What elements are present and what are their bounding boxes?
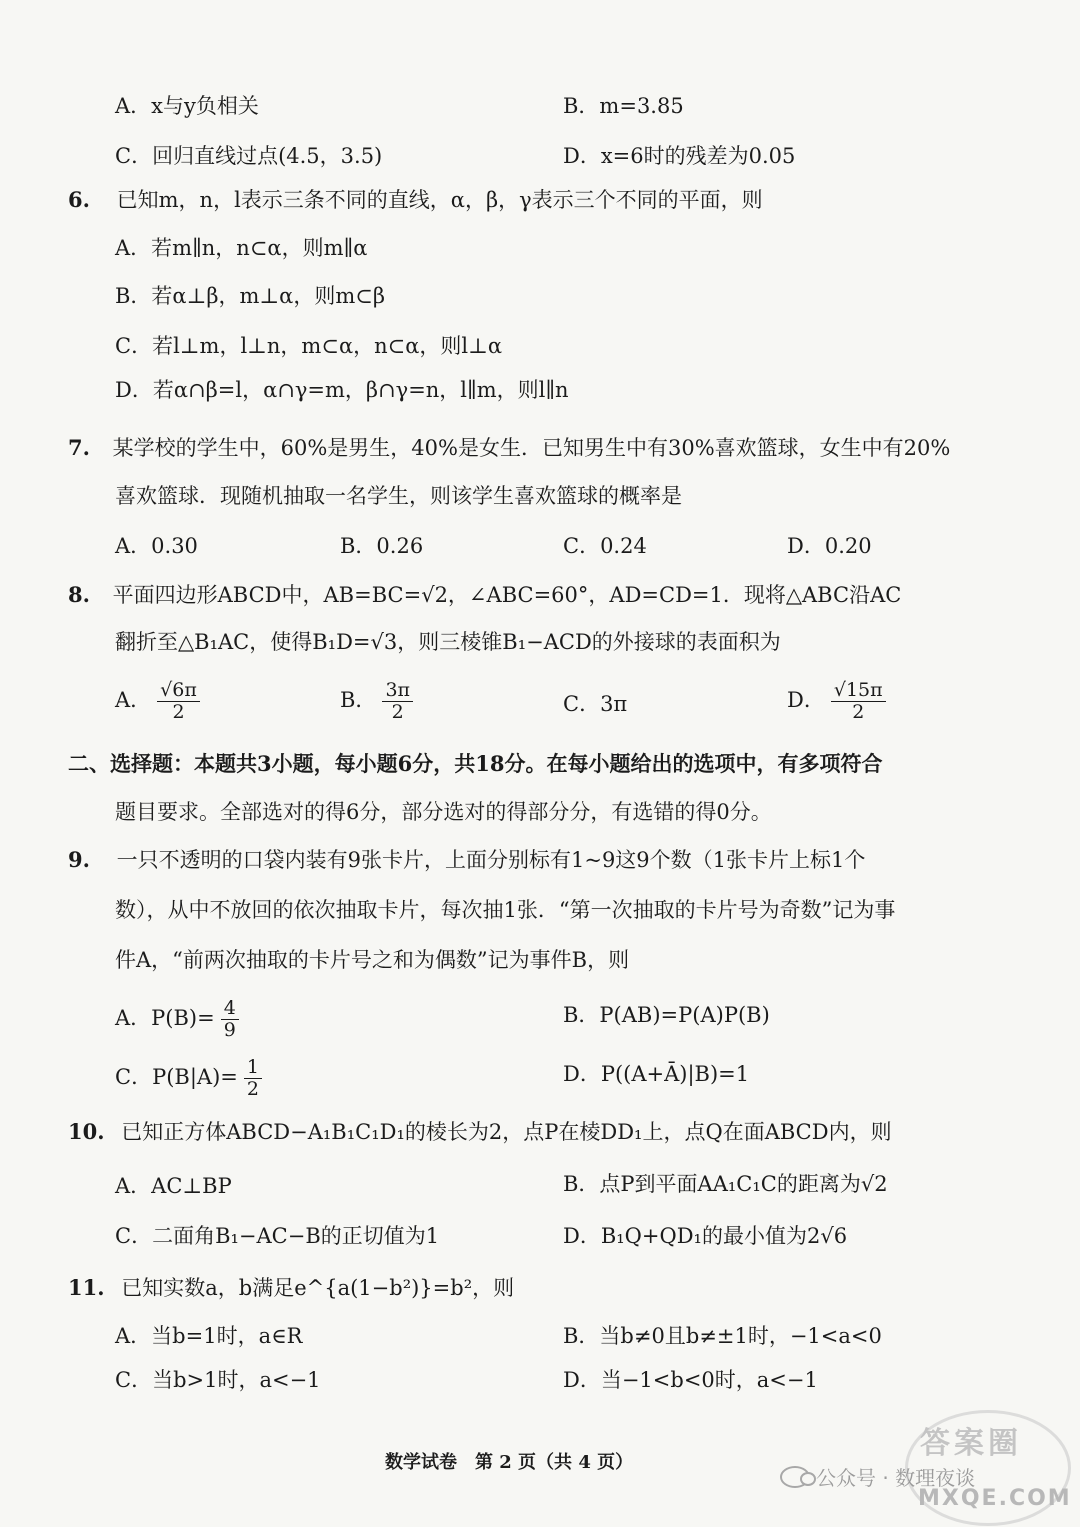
q7-option-b: B．0.26 [340, 534, 424, 558]
q7-stem-line-1 [68, 434, 950, 462]
q7-option-d: D．0.20 [787, 534, 872, 558]
q5-option-d: D．x=6时的残差为0.05 [563, 144, 796, 168]
q10-option-b: B．点P到平面AA₁C₁C的距离为√2 [563, 1172, 888, 1196]
q9-option-d: D．P((A+Ā)|B)=1 [563, 1062, 750, 1086]
watermark-stamp-top: 答案圈 [920, 1426, 1022, 1461]
q9-c-numerator: 1 [244, 1057, 262, 1079]
q7-option-c: C．0.24 [563, 534, 647, 558]
q9-stem-2: 数），从中不放回的依次抽取卡片，每次抽1张．“第一次抽取的卡片号为奇数”记为事 [115, 898, 896, 922]
q8-a-label: A． [115, 688, 152, 712]
q10-stem: 已知正方体ABCD−A₁B₁C₁D₁的棱长为2，点P在棱DD₁上，点Q在面ABCD内，则 [121, 1120, 892, 1144]
q8-b-fraction [382, 680, 413, 723]
q9-option-a [115, 998, 239, 1041]
q9-c-fraction [244, 1057, 262, 1100]
q9-c-denominator: 2 [246, 1078, 259, 1100]
q8-b-numerator: 3π [382, 680, 413, 702]
q7-option-a: A．0.30 [115, 534, 198, 558]
q8-stem-2: 翻折至△B₁AC，使得B₁D=√3，则三棱锥B₁−ACD的外接球的表面积为 [115, 630, 781, 654]
q11-option-d: D．当−1<b<0时，a<−1 [563, 1368, 818, 1392]
q9-option-c [115, 1057, 262, 1100]
q11-option-c: C．当b>1时，a<−1 [115, 1368, 321, 1392]
q7-stem-1: 某学校的学生中，60%是男生，40%是女生．已知男生中有30%喜欢篮球，女生中有20% [112, 436, 951, 460]
q10-stem-line [68, 1118, 892, 1146]
watermark-stamp-bottom: MXQE.COM [918, 1486, 1072, 1511]
q11-stem-line [68, 1274, 514, 1302]
q10-option-a: A．AC⊥BP [115, 1174, 232, 1198]
q9-stem-line-1 [68, 846, 865, 874]
q10-number: 10. [68, 1119, 105, 1144]
page-footer: 数学试卷 第 2 页（共 4 页） [385, 1452, 634, 1473]
section2-heading-1: 二、选择题：本题共3小题，每小题6分，共18分。在每小题给出的选项中，有多项符合 [68, 751, 883, 776]
q8-d-denominator: 2 [852, 701, 865, 723]
wechat-icon [780, 1466, 810, 1488]
q8-option-d [787, 680, 886, 723]
q9-number: 9. [68, 847, 90, 872]
q9-a-denominator: 9 [223, 1019, 236, 1041]
q6-option-c: C．若l⊥m，l⊥n，m⊂α，n⊂α，则l⊥α [115, 334, 503, 358]
q9-a-numerator: 4 [221, 998, 239, 1020]
q8-d-numerator: √15π [831, 680, 886, 702]
q6-option-b: B．若α⊥β，m⊥α，则m⊂β [115, 284, 385, 308]
q8-a-fraction [157, 680, 200, 723]
q8-d-fraction [831, 680, 886, 723]
q10-option-d: D．B₁Q+QD₁的最小值为2√6 [563, 1224, 848, 1248]
watermark-label-group [780, 1462, 975, 1491]
q6-option-a: A．若m∥n，n⊂α，则m∥α [115, 236, 368, 260]
q9-a-fraction [221, 998, 239, 1041]
q11-stem: 已知实数a，b满足e^{a(1−b²)}=b²，则 [121, 1276, 515, 1300]
q9-a-label: A．P(B)= [115, 1006, 215, 1030]
q6-stem-line [68, 186, 763, 214]
q10-option-c: C．二面角B₁−AC−B的正切值为1 [115, 1224, 440, 1248]
q8-b-denominator: 2 [391, 701, 404, 723]
q11-option-b: B．当b≠0且b≠±1时，−1<a<0 [563, 1324, 882, 1348]
q6-stem: 已知m，n，l表示三条不同的直线，α，β，γ表示三个不同的平面，则 [116, 188, 763, 212]
q8-option-b [340, 680, 413, 723]
q9-c-label: C．P(B|A)= [115, 1065, 238, 1089]
q5-option-c: C．回归直线过点(4.5，3.5) [115, 144, 383, 168]
q7-number: 7. [68, 435, 90, 460]
q5-option-b: B．m=3.85 [563, 94, 684, 118]
q5-option-a: A．x与y负相关 [115, 94, 259, 118]
q8-option-a [115, 680, 200, 723]
q8-stem-1: 平面四边形ABCD中，AB=BC=√2，∠ABC=60°，AD=CD=1．现将△ABC沿AC [112, 583, 902, 607]
q7-stem-2: 喜欢篮球．现随机抽取一名学生，则该学生喜欢篮球的概率是 [115, 484, 682, 508]
q8-number: 8. [68, 582, 90, 607]
q8-option-c: C．3π [563, 692, 628, 716]
q9-option-b: B．P(AB)=P(A)P(B) [563, 1003, 770, 1027]
q8-stem-line-1 [68, 581, 901, 609]
watermark-label: 公众号 · 数理夜谈 [816, 1466, 976, 1490]
q8-a-numerator: √6π [157, 680, 200, 702]
q9-stem-1: 一只不透明的口袋内装有9张卡片，上面分别标有1~9这9个数（1张卡片上标1个 [116, 848, 866, 872]
section2-heading-2: 题目要求。全部选对的得6分，部分选对的得部分分，有选错的得0分。 [115, 800, 772, 824]
q8-b-label: B． [340, 688, 377, 712]
q8-a-denominator: 2 [172, 701, 185, 723]
q11-number: 11. [68, 1275, 105, 1300]
q11-option-a: A．当b=1时，a∈R [115, 1324, 303, 1348]
q6-option-d: D．若α∩β=l，α∩γ=m，β∩γ=n，l∥m，则l∥n [115, 378, 569, 402]
q9-stem-3: 件A，“前两次抽取的卡片号之和为偶数”记为事件B，则 [115, 948, 630, 972]
q8-d-label: D． [787, 688, 825, 712]
q6-number: 6. [68, 187, 90, 212]
